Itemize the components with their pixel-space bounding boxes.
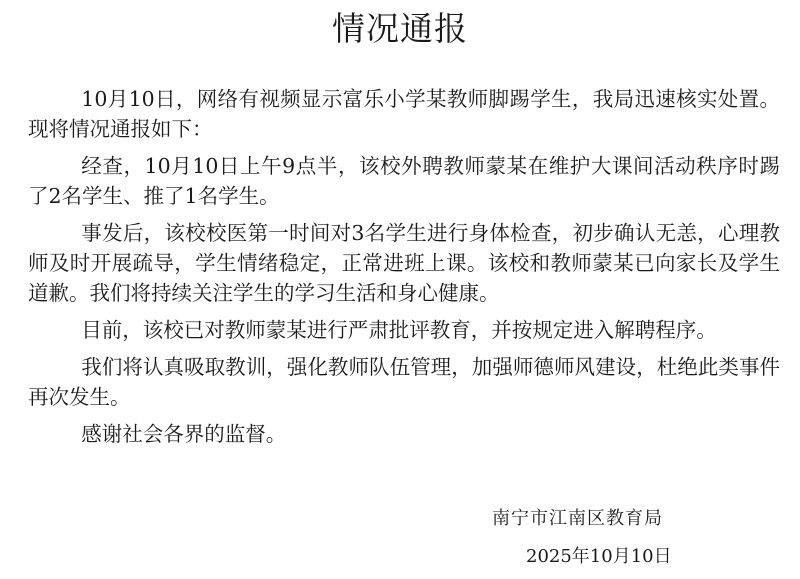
paragraph-thanks: 感谢社会各界的监督。 [81, 422, 287, 446]
paragraph-action: 目前，该校已对教师蒙某进行严肃批评教育，并按规定进入解聘程序。 [81, 318, 717, 342]
paragraph-aftermath: 事发后，该校校医第一时间对3名学生进行身体检查，初步确认无恙，心理教师及时开展疏导，学生情绪稳定，正常进班上课。该校和教师蒙某已向家长及学生道歉。我们将持续关注学生的学习生活和身心健康。 [28, 221, 780, 305]
issue-date: 2025年10月10日 [526, 546, 672, 567]
document-title: 情况通报 [332, 9, 468, 48]
paragraph-intro: 10月10日，网络有视频显示富乐小学某教师脚踢学生，我局迅速核实处置。现将情况通报如下： [28, 87, 780, 141]
paragraph-lessons: 我们将认真吸取教训，强化教师队伍管理，加强师德师风建设，杜绝此类事件再次发生。 [28, 355, 780, 409]
issuing-organization: 南宁市江南区教育局 [492, 508, 663, 529]
paragraph-findings: 经查，10月10日上午9点半，该校外聘教师蒙某在维护大课间活动秩序时踢了2名学生、推了1名学生。 [28, 154, 780, 208]
signature-block [492, 507, 692, 569]
document-body [28, 84, 780, 456]
